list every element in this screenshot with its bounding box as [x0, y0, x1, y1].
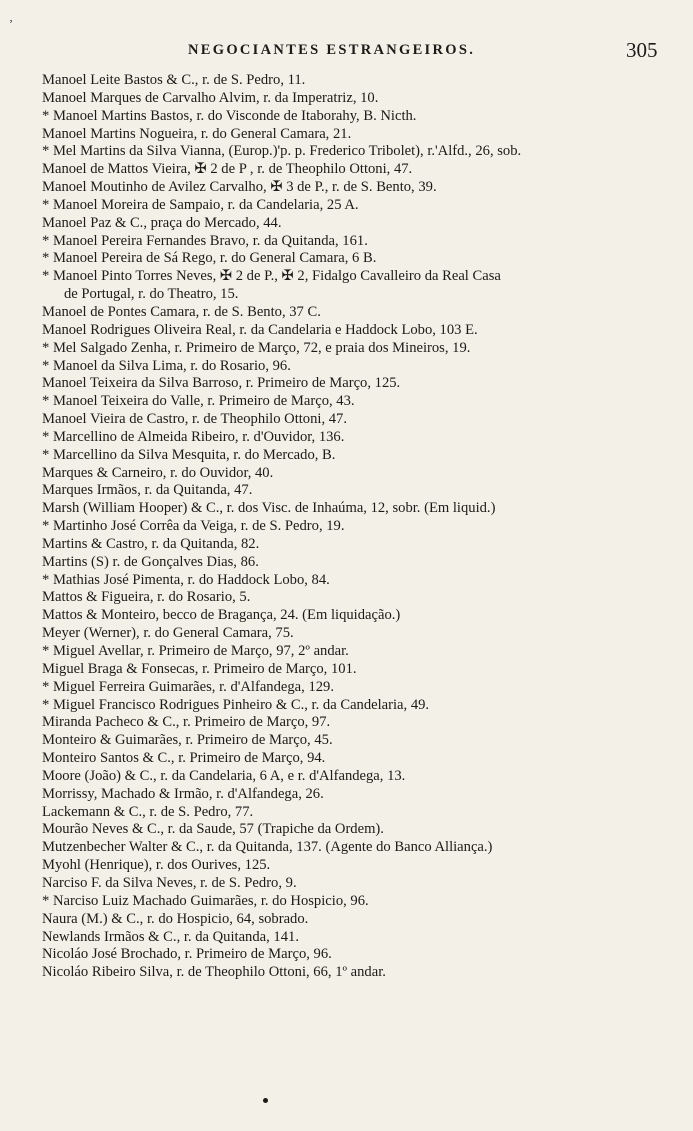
- directory-entry: [42, 679, 682, 697]
- directory-entry: [42, 429, 682, 447]
- directory-entry: [42, 893, 682, 911]
- entry-text: Manoel de Pontes Camara, r. de S. Bento, 37 C.: [42, 303, 321, 320]
- entry-text: * Manoel Teixeira do Valle, r. Primeiro de Março, 43.: [42, 393, 355, 410]
- corner-mark: ʼ: [9, 17, 13, 31]
- entry-text: Mourão Neves & C., r. da Saude, 57 (Trapiche da Ordem).: [42, 821, 384, 838]
- directory-entry: [42, 697, 682, 715]
- directory-entry: [42, 393, 682, 411]
- entry-text: Marques & Carneiro, r. do Ouvidor, 40.: [42, 464, 274, 481]
- directory-entry: [42, 732, 682, 750]
- entry-text: Manoel Paz & C., praça do Mercado, 44.: [42, 214, 282, 231]
- entry-text: * Miguel Francisco Rodrigues Pinheiro & C., r. da Candelaria, 49.: [42, 696, 430, 713]
- entry-text: Miranda Pacheco & C., r. Primeiro de Março, 97.: [42, 714, 331, 731]
- directory-entry: [42, 143, 682, 161]
- directory-entry: [42, 482, 682, 500]
- entry-text: Naura (M.) & C., r. do Hospicio, 64, sobrado.: [42, 910, 309, 927]
- entry-text: Lackemann & C., r. de S. Pedro, 77.: [42, 803, 254, 820]
- directory-entry: [42, 322, 682, 340]
- entry-text: * Martinho José Corrêa da Veiga, r. de S. Pedro, 19.: [42, 518, 345, 535]
- directory-entry: [42, 304, 682, 322]
- directory-entry: [42, 250, 682, 268]
- entry-text: Martins & Castro, r. da Quitanda, 82.: [42, 535, 260, 552]
- directory-entry: [42, 661, 682, 679]
- entry-text: Monteiro & Guimarães, r. Primeiro de Março, 45.: [42, 732, 333, 749]
- entry-text: * Manoel Pinto Torres Neves, ✠ 2 de P., ✠ 2, Fidalgo Cavalleiro da Real Casa: [42, 268, 501, 285]
- entry-text: Myohl (Henrique), r. dos Ourives, 125.: [42, 857, 271, 874]
- directory-entry: [42, 929, 682, 947]
- directory-entry: [42, 607, 682, 625]
- entry-text: * Mathias José Pimenta, r. do Haddock Lobo, 84.: [42, 571, 330, 588]
- directory-entry: [42, 197, 682, 215]
- directory-entry: [42, 215, 682, 233]
- directory-entry: [42, 857, 682, 875]
- directory-entry: [42, 804, 682, 822]
- entry-text: Narciso F. da Silva Neves, r. de S. Pedro, 9.: [42, 874, 297, 891]
- entry-text: * Mel Martins da Silva Vianna, (Europ.)'p. p. Frederico Tribolet), r.'Alfd., 26, sob.: [42, 143, 522, 160]
- entry-text: Manoel Marques de Carvalho Alvim, r. da Imperatriz, 10.: [42, 89, 379, 106]
- directory-entry: [42, 839, 682, 857]
- footer-dot: [263, 1098, 268, 1103]
- entry-text: * Marcellino de Almeida Ribeiro, r. d'Ouvidor, 136.: [42, 428, 345, 445]
- entry-text: Miguel Braga & Fonsecas, r. Primeiro de Março, 101.: [42, 660, 357, 677]
- directory-entry: [42, 572, 682, 590]
- directory-entry: [42, 161, 682, 179]
- entry-text: Martins (S) r. de Gonçalves Dias, 86.: [42, 553, 259, 570]
- entry-text: Newlands Irmãos & C., r. da Quitanda, 141.: [42, 928, 299, 945]
- entry-text: * Marcellino da Silva Mesquita, r. do Mercado, B.: [42, 446, 336, 463]
- entry-text: Mattos & Monteiro, becco de Bragança, 24. (Em liquidação.): [42, 607, 401, 624]
- directory-entry: [42, 447, 682, 465]
- entry-text: Manoel Leite Bastos & C., r. de S. Pedro, 11.: [42, 72, 306, 88]
- directory-entry: [42, 72, 682, 90]
- page-number: 305: [626, 38, 658, 62]
- directory-entry: [42, 911, 682, 929]
- directory-entry: [42, 411, 682, 429]
- entry-text: * Manoel Pereira de Sá Rego, r. do General Camara, 6 B.: [42, 250, 377, 267]
- directory-entry: [42, 90, 682, 108]
- entry-text: Nicoláo Ribeiro Silva, r. de Theophilo Ottoni, 66, 1º andar.: [42, 964, 386, 981]
- entry-text: Marques Irmãos, r. da Quitanda, 47.: [42, 482, 253, 499]
- directory-entry: [42, 518, 682, 536]
- entry-text: Manoel Teixeira da Silva Barroso, r. Primeiro de Março, 125.: [42, 375, 401, 392]
- directory-entry: [42, 964, 682, 982]
- entry-text: Manoel Martins Nogueira, r. do General Camara, 21.: [42, 125, 352, 142]
- entry-text: Monteiro Santos & C., r. Primeiro de Março, 94.: [42, 750, 326, 767]
- directory-entry: [42, 625, 682, 643]
- entry-text: * Manoel Martins Bastos, r. do Visconde de Itaborahy, B. Nicth.: [42, 107, 417, 124]
- directory-entry: [42, 375, 682, 393]
- directory-entry: [42, 750, 682, 768]
- directory-entry: [42, 875, 682, 893]
- entry-text: * Manoel Pereira Fernandes Bravo, r. da Quitanda, 161.: [42, 232, 368, 249]
- directory-entry: [42, 500, 682, 518]
- entry-text: Mutzenbecher Walter & C., r. da Quitanda, 137. (Agente do Banco Alliança.): [42, 839, 493, 856]
- entry-text: Manoel Rodrigues Oliveira Real, r. da Candelaria e Haddock Lobo, 103 E.: [42, 321, 478, 338]
- directory-entry: [42, 554, 682, 572]
- entry-text: Mattos & Figueira, r. do Rosario, 5.: [42, 589, 251, 606]
- directory-entry: [42, 714, 682, 732]
- entry-text: * Miguel Avellar, r. Primeiro de Março, 97, 2º andar.: [42, 643, 349, 659]
- entry-text: Moore (João) & C., r. da Candelaria, 6 A, e r. d'Alfandega, 13.: [42, 767, 406, 784]
- entry-text: Morrissy, Machado & Irmão, r. d'Alfandega, 26.: [42, 785, 324, 802]
- directory-entry: [42, 108, 682, 126]
- directory-entry: [42, 233, 682, 251]
- directory-entry: [42, 340, 682, 358]
- directory-entry: [42, 768, 682, 786]
- directory-entry: [42, 536, 682, 554]
- entry-text: * Narciso Luiz Machado Guimarães, r. do Hospicio, 96.: [42, 892, 369, 909]
- entry-text: * Manoel Moreira de Sampaio, r. da Candelaria, 25 A.: [42, 196, 359, 213]
- entry-continuation: de Portugal, r. do Theatro, 15.: [64, 286, 239, 303]
- directory-entry: [42, 589, 682, 607]
- directory-entry: [42, 786, 682, 804]
- entry-text: Manoel Moutinho de Avilez Carvalho, ✠ 3 de P., r. de S. Bento, 39.: [42, 179, 437, 196]
- entry-list: [42, 72, 682, 982]
- directory-entry: [42, 465, 682, 483]
- page-header: [0, 38, 693, 66]
- directory-entry: [42, 126, 682, 144]
- directory-entry: [42, 821, 682, 839]
- entry-text: Marsh (William Hooper) & C., r. dos Visc. de Inhaúma, 12, sobr. (Em liquid.): [42, 500, 496, 517]
- entry-text: * Mel Salgado Zenha, r. Primeiro de Março, 72, e praia dos Mineiros, 19.: [42, 339, 471, 356]
- entry-text: * Miguel Ferreira Guimarães, r. d'Alfandega, 129.: [42, 678, 334, 695]
- entry-text: Manoel de Mattos Vieira, ✠ 2 de P , r. de Theophilo Ottoni, 47.: [42, 161, 413, 178]
- directory-entry: [42, 358, 682, 376]
- entry-text: Nicoláo José Brochado, r. Primeiro de Março, 96.: [42, 946, 332, 963]
- entry-text: Manoel Vieira de Castro, r. de Theophilo Ottoni, 47.: [42, 411, 347, 428]
- directory-entry: [42, 643, 682, 661]
- entry-text: * Manoel da Silva Lima, r. do Rosario, 96.: [42, 357, 291, 374]
- directory-entry: [42, 946, 682, 964]
- directory-entry: [42, 268, 682, 304]
- directory-entry: [42, 179, 682, 197]
- entry-text: Meyer (Werner), r. do General Camara, 75.: [42, 625, 294, 642]
- running-title: NEGOCIANTES ESTRANGEIROS.: [188, 42, 476, 58]
